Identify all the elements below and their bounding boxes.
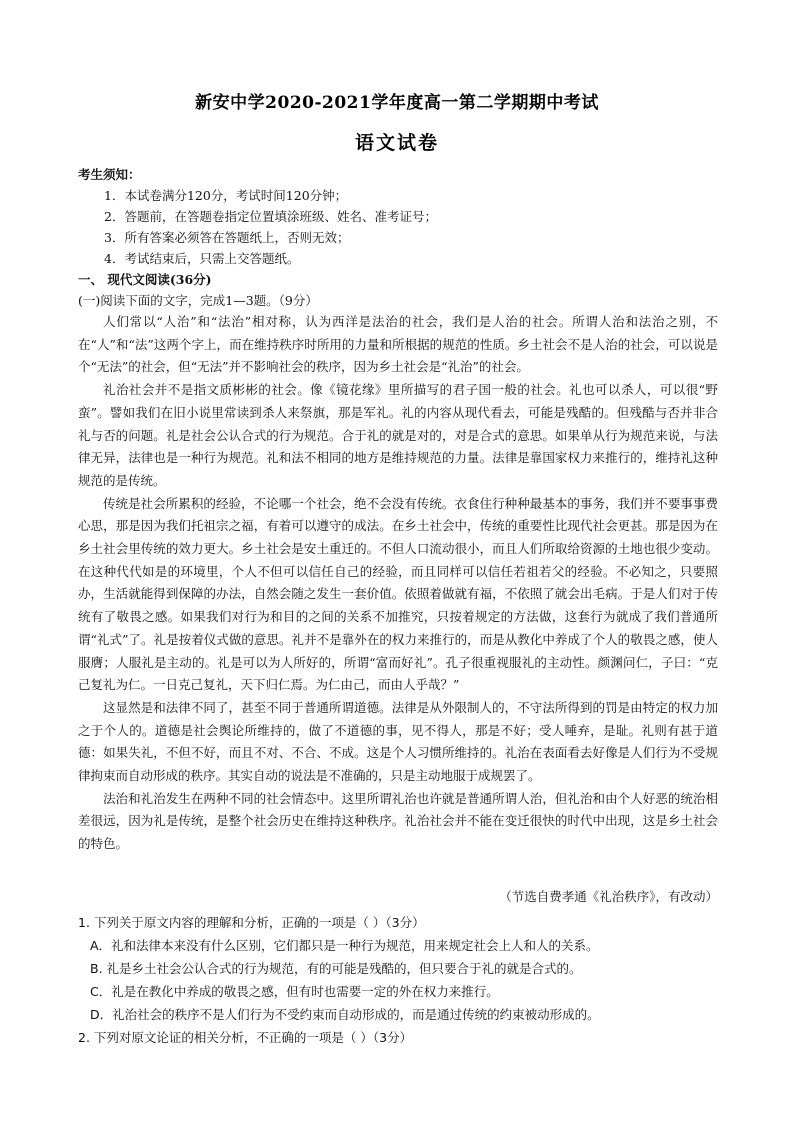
question-stem: 2. 下列对原文论证的相关分析，不正确的一项是（ ）（3分） [78,1030,413,1045]
passage-paragraph: 礼治社会并不是指文质彬彬的社会。像《镜花缘》里所描写的君子国一般的社会。礼也可以杀人，可以很“野蛮”。譬如我们在旧小说里常读到杀人来祭旗，那是军礼。礼的内容从现代看去，可能是残酷的。但残酷与否并非合礼与否的问题。礼是社会公认合式的行为规范。合于礼的就是对的，对是合式的意思。如果单从行为规范来说，与法律无异，法律也是一种行为规范。礼和法不相同的地方是维持规范的力量。法律是靠国家权力来推行的，维持礼这种规范的是传统。 [78,382,718,488]
questions-block [78,911,718,1049]
passage-paragraph: 法治和礼治发生在两种不同的社会情态中。这里所谓礼治也许就是普通所谓人治，但礼治和由个人好恶的统治相差很远，因为礼是传统，是整个社会历史在维持这种秩序。礼治社会并不能在变迁很快的时代中出现，这是乡土社会的特色。 [78,790,718,852]
passage-citation: （节选自费孝通《礼治秩序》，有改动） [499,889,718,904]
passage-paragraph: 人们常以“人治”和“法治”相对称，认为西洋是法治的社会，我们是人治的社会。所谓人治和法治之别，不在“人”和“法”这两个字上，而在维持秩序时所用的力量和所根据的规范的性质。乡土社会不是人治的社会，可以说是个“无法”的社会，但“无法”并不影响社会的秩序，因为乡土社会是“礼治”的社会。 [78,314,718,375]
question-option[interactable]: D．礼治社会的秩序不是人们行为不受约束而自动形成的，而是通过传统的约束被动形成的。 [90,1007,600,1022]
notice-item: 1．本试卷满分120分，考试时间120分钟； [104,188,348,203]
question-stem: 1. 下列关于原文内容的理解和分析，正确的一项是（ ）（3分） [78,915,425,930]
exam-title: 新安中学2020-2021学年度高一第二学期期中考试 [195,93,599,113]
passage-paragraph: 这显然是和法律不同了，甚至不同于普通所谓道德。法律是从外限制人的，不守法所得到的罚是由特定的权力加之于个人的。道德是社会舆论所维持的，做了不道德的事，见不得人，那是不好；受人唾弃，是耻。礼则有甚于道德：如果失礼，不但不好，而且不对、不合、不成。这是个人习惯所维持的。礼治在表面看去好像是人们行为不受规律拘束而自动形成的秩序。其实自动的说法是不准确的，只是主动地服于成规罢了。 [78,699,718,784]
section-heading: 一、 现代文阅读(36分) [78,272,212,287]
question-option[interactable]: A．礼和法律本来没有什么区别，它们都只是一种行为规范，用来规定社会上人和人的关系。 [90,938,599,953]
notice-item: 3．所有答案必须答在答题纸上，否则无效； [104,230,350,245]
question-option[interactable]: B. 礼是乡土社会公认合式的行为规范，有的可能是残酷的，但只要合于礼的就是合式的。 [90,961,582,976]
reading-passage [78,311,718,856]
exam-subtitle: 语文试卷 [354,132,439,154]
section-subheading: (一)阅读下面的文字，完成1—3题。（9分） [78,293,318,308]
section-header [78,269,718,311]
notice-heading: 考生须知： [78,167,141,182]
notice-item: 4．考试结束后，只需上交答题纸。 [104,251,300,266]
question-option[interactable]: C．礼是在教化中养成的敬畏之感，但有时也需要一定的外在权力来推行。 [90,984,499,999]
passage-paragraph: 传统是社会所累积的经验，不论哪一个社会，绝不会没有传统。衣食住行种种最基本的事务，我们并不要事事费心思，那是因为我们托祖宗之福，有着可以遵守的成法。在乡土社会中，传统的重要性比现代社会更甚。那是因为在乡土社会里传统的效力更大。乡土社会是安土重迁的。不但人口流动很小，而且人们所取给资源的土地也很少变动。在这种代代如是的环境里，个人不但可以信任自己的经验，而且同样可以信任若祖若父的经验。不必知之，只要照办，生活就能得到保障的办法，自然会随之发生一套价值。依照着做就有福，不依照了就会出毛病。于是人们对于传统有了敬畏之感。如果我们对行为和目的之间的关系不加推究，只按着规定的方法做，这套行为就成了我们普通所谓“礼式”了。礼是按着仪式做的意思。礼并不是靠外在的权力来推行的，而是从教化中养成了个人的敬畏之感，使人服膺；人服礼是主动的。礼是可以为人所好的，所谓“富而好礼”。孔子很重视服礼的主动性。颜渊问仁，子曰：“克己复礼为仁。一日克己复礼，天下归仁焉。为仁由己，而由人乎哉？” [78,495,718,693]
notice-item: 2．答题前，在答题卷指定位置填涂班级、姓名、准考证号； [104,209,437,224]
notice-block [78,164,718,269]
